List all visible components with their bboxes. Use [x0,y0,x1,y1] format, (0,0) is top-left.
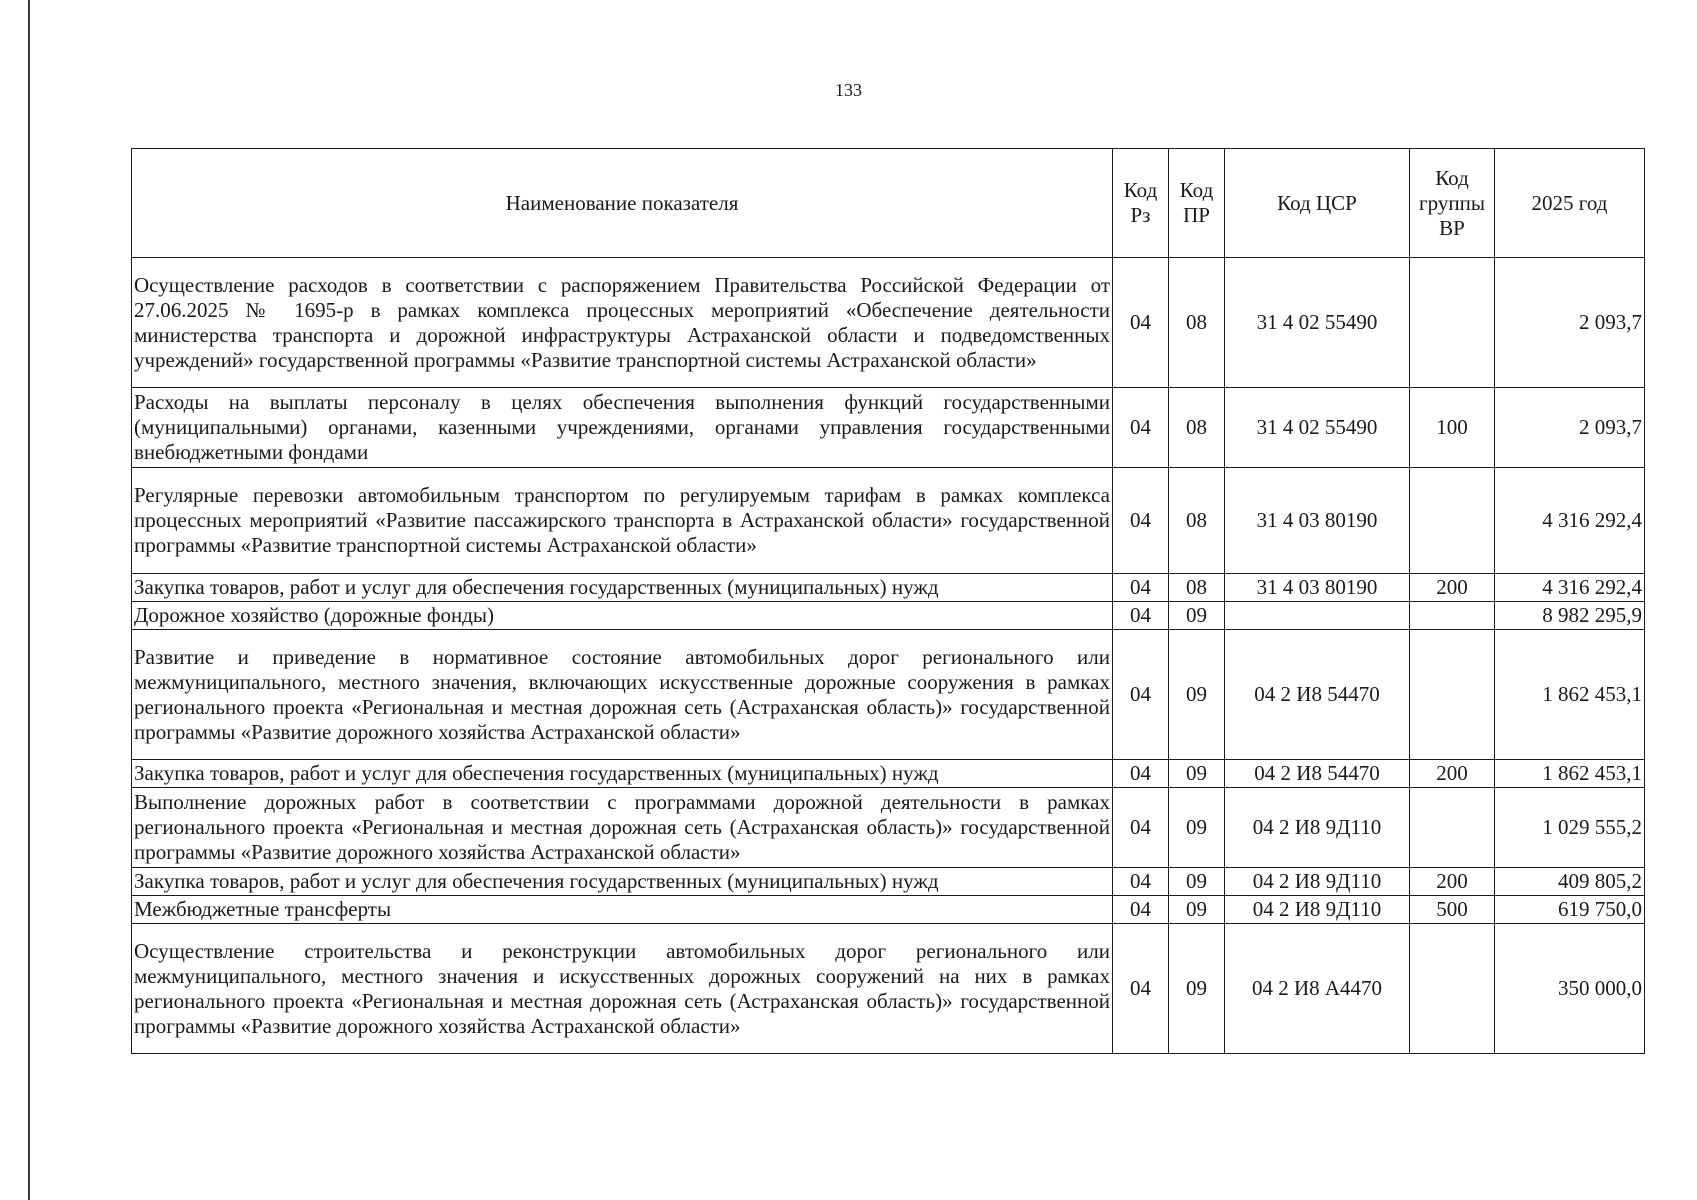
row-vr [1410,602,1495,630]
table-row [132,258,1645,388]
row-pr: 09 [1169,896,1225,924]
row-rz: 04 [1113,602,1169,630]
header-pr: Код ПР [1169,149,1225,258]
row-name: Закупка товаров, работ и услуг для обеспечения государственных (муниципальных) нужд [132,868,1113,896]
row-rz: 04 [1113,868,1169,896]
row-pr: 09 [1169,760,1225,788]
table-row [132,788,1645,868]
row-amount: 8 982 295,9 [1495,602,1645,630]
row-vr [1410,788,1495,868]
row-amount: 1 029 555,2 [1495,788,1645,868]
row-rz: 04 [1113,760,1169,788]
table-row [132,468,1645,574]
page-number: 133 [835,80,862,100]
row-vr [1410,924,1495,1054]
table-row [132,602,1645,630]
row-rz: 04 [1113,924,1169,1054]
scan-edge-line [28,0,30,1200]
row-rz: 04 [1113,896,1169,924]
table-header-row [132,149,1645,258]
header-csr: Код ЦСР [1225,149,1410,258]
row-name: Межбюджетные трансферты [132,896,1113,924]
row-name: Осуществление расходов в соответствии с распоряжением Правительства Российской Федерации от 27.06.2025 № 1695-р в рамках комплекса процессных мероприятий «Обеспечение деятельности министерства транспорта и дорожной инфраструктуры Астраханской области и подведомственных учреждений» государственной программы «Развитие транспортной системы Астраханской области» [132,258,1113,388]
row-name: Развитие и приведение в нормативное состояние автомобильных дорог регионального или межмуниципального, местного значения, включающих искусственные дорожные сооружения в рамках регионального проекта «Региональная и местная дорожная сеть (Астраханская область)» государственной программы «Развитие дорожного хозяйства Астраханской области» [132,630,1113,760]
table-row [132,896,1645,924]
row-csr: 04 2 И8 54470 [1225,630,1410,760]
row-name: Выполнение дорожных работ в соответствии с программами дорожной деятельности в рамках регионального проекта «Региональная и местная дорожная сеть (Астраханская область)» государственной программы «Развитие дорожного хозяйства Астраханской области» [132,788,1113,868]
table-row [132,388,1645,468]
row-name: Закупка товаров, работ и услуг для обеспечения государственных (муниципальных) нужд [132,760,1113,788]
row-vr [1410,468,1495,574]
row-csr: 31 4 03 80190 [1225,468,1410,574]
row-amount: 1 862 453,1 [1495,760,1645,788]
header-rz: Код Рз [1113,149,1169,258]
header-name: Наименование показателя [132,149,1113,258]
table-row [132,924,1645,1054]
row-name: Закупка товаров, работ и услуг для обеспечения государственных (муниципальных) нужд [132,574,1113,602]
row-pr: 09 [1169,788,1225,868]
header-vr: Код группы ВР [1410,149,1495,258]
budget-table [131,148,1645,1054]
row-vr [1410,630,1495,760]
row-rz: 04 [1113,388,1169,468]
row-vr: 500 [1410,896,1495,924]
row-csr: 31 4 02 55490 [1225,258,1410,388]
row-vr: 100 [1410,388,1495,468]
row-pr: 08 [1169,468,1225,574]
row-csr: 04 2 И8 54470 [1225,760,1410,788]
row-csr: 31 4 03 80190 [1225,574,1410,602]
row-name: Регулярные перевозки автомобильным транспортом по регулируемым тарифам в рамках комплекса процессных мероприятий «Развитие пассажирского транспорта в Астраханской области» государственной программы «Развитие транспортной системы Астраханской области» [132,468,1113,574]
row-csr: 04 2 И8 А4470 [1225,924,1410,1054]
row-csr [1225,602,1410,630]
row-vr: 200 [1410,760,1495,788]
row-amount: 1 862 453,1 [1495,630,1645,760]
row-rz: 04 [1113,468,1169,574]
row-amount: 619 750,0 [1495,896,1645,924]
row-rz: 04 [1113,258,1169,388]
row-rz: 04 [1113,788,1169,868]
row-csr: 04 2 И8 9Д110 [1225,896,1410,924]
header-year: 2025 год [1495,149,1645,258]
row-vr: 200 [1410,868,1495,896]
table-row [132,630,1645,760]
row-pr: 09 [1169,924,1225,1054]
row-pr: 08 [1169,388,1225,468]
row-csr: 04 2 И8 9Д110 [1225,788,1410,868]
row-amount: 4 316 292,4 [1495,468,1645,574]
row-name: Дорожное хозяйство (дорожные фонды) [132,602,1113,630]
row-name: Расходы на выплаты персоналу в целях обеспечения выполнения функций государственными (муниципальными) органами, казенными учреждениями, органами управления государственными внебюджетными фондами [132,388,1113,468]
row-pr: 09 [1169,868,1225,896]
row-csr: 31 4 02 55490 [1225,388,1410,468]
row-amount: 2 093,7 [1495,388,1645,468]
row-vr: 200 [1410,574,1495,602]
row-rz: 04 [1113,630,1169,760]
row-name: Осуществление строительства и реконструкции автомобильных дорог регионального или межмуниципального, местного значения и искусственных дорожных сооружений на них в рамках регионального проекта «Региональная и местная дорожная сеть (Астраханская область)» государственной программы «Развитие дорожного хозяйства Астраханской области» [132,924,1113,1054]
row-amount: 4 316 292,4 [1495,574,1645,602]
row-pr: 08 [1169,258,1225,388]
table-row [132,574,1645,602]
row-amount: 2 093,7 [1495,258,1645,388]
row-csr: 04 2 И8 9Д110 [1225,868,1410,896]
row-amount: 409 805,2 [1495,868,1645,896]
row-pr: 09 [1169,630,1225,760]
row-amount: 350 000,0 [1495,924,1645,1054]
table-row [132,760,1645,788]
row-vr [1410,258,1495,388]
row-pr: 09 [1169,602,1225,630]
row-pr: 08 [1169,574,1225,602]
row-rz: 04 [1113,574,1169,602]
table-row [132,868,1645,896]
